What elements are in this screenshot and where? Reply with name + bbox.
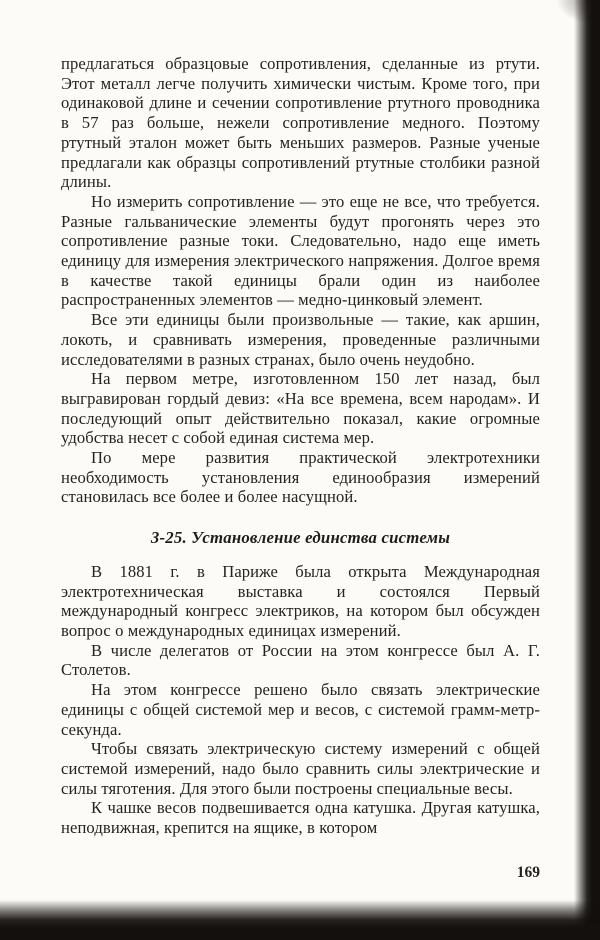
scan-shadow-corner bbox=[556, 0, 600, 26]
page-text bbox=[61, 54, 540, 838]
paragraph: В числе делегатов от России на этом конгрессе был А. Г. Столетов. bbox=[61, 640, 540, 680]
paragraph: На этом конгрессе решено было связать электрические единицы с общей системой мер и весов, с системой грамм-метр-секунда. bbox=[61, 680, 540, 739]
paragraph: По мере развития практической электротехники необходимость установления единообразия измерений становилась все более и более насущной. bbox=[61, 448, 540, 507]
page-number: 169 bbox=[516, 864, 540, 881]
paragraph: Но измерить сопротивление — это еще не все, что требуется. Разные гальванические элементы будут прогонять через это сопротивление разные токи. Следовательно, надо еще иметь единицу для измерения электрического напряжения. Долгое время в качестве такой единицы брали один из наиболее распространенных элементов — медно-цинковый элемент. bbox=[61, 191, 540, 310]
paragraph: Все эти единицы были произвольные — такие, как аршин, локоть, и сравнивать измерения, проведенные различными исследователями в разных странах, было очень неудобно. bbox=[61, 310, 540, 369]
scan-shadow-bottom bbox=[0, 900, 600, 940]
scan-shadow-right bbox=[574, 0, 600, 940]
paragraph: В 1881 г. в Париже была открыта Международная электротехническая выставка и состоялся Первый международный конгресс электриков, на котором был обсужден вопрос о международных единицах измерений. bbox=[61, 561, 540, 640]
paragraph: Чтобы связать электрическую систему измерений с общей системой измерений, надо было сравнить силы электрические и силы тяготения. Для этого были построены специальные весы. bbox=[61, 739, 540, 798]
paragraph: На первом метре, изготовленном 150 лет назад, был выгравирован гордый девиз: «На все времена, всем народам». И последующий опыт действительно показал, какие огромные удобства несет с собой единая система мер. bbox=[61, 369, 540, 448]
section-heading: 3-25. Установление единства системы bbox=[150, 528, 451, 548]
paragraph: К чашке весов подвешивается одна катушка. Другая катушка, неподвижная, крепится на ящике, в котором bbox=[61, 798, 540, 838]
paragraph: предлагаться образцовые сопротивления, сделанные из ртути. Этот металл легче получить химически чистым. Кроме того, при одинаковой длине и сечении сопротивление ртутного проводника в 57 раз больше, нежели сопротивление медного. Поэтому ртутный эталон может быть меньших размеров. Разные ученые предлагали как образцы сопротивлений ртутные столбики разной длины. bbox=[61, 54, 540, 192]
